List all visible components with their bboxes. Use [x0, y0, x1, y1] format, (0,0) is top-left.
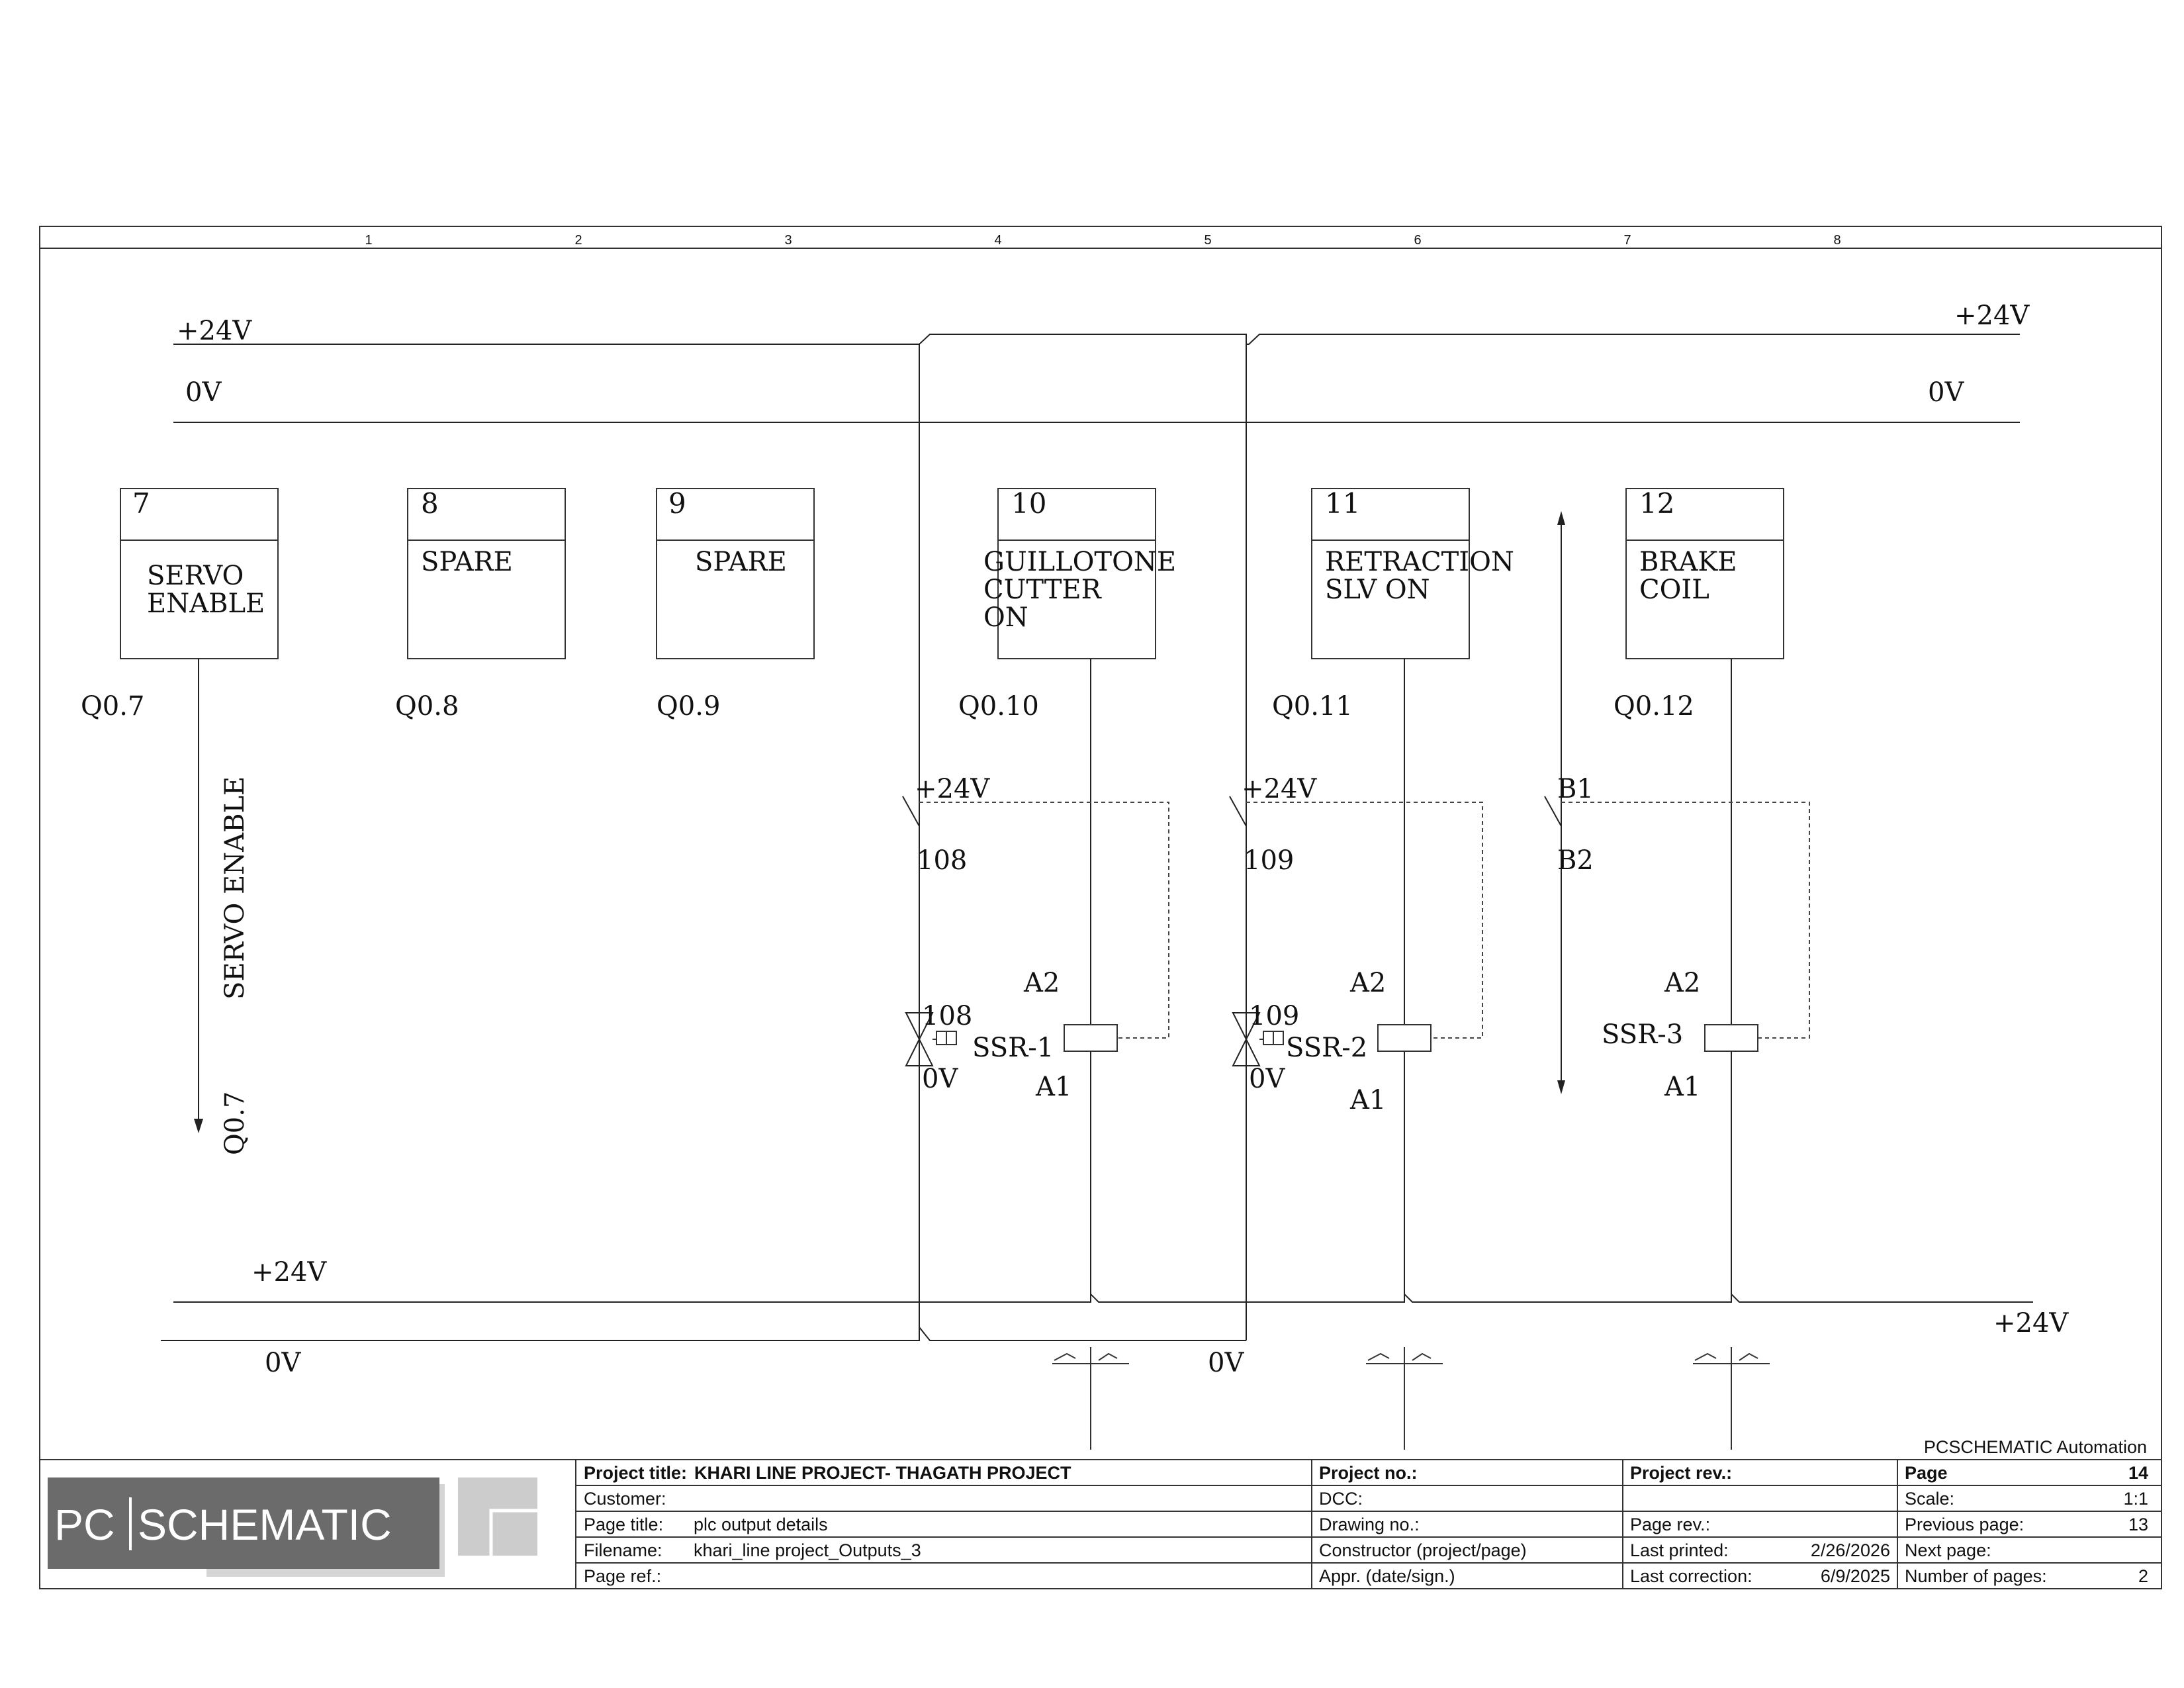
output-10 [958, 487, 1176, 722]
project-title-label: Project title: [584, 1463, 688, 1483]
filename-label: Filename: [584, 1540, 662, 1560]
column-number: 5 [1204, 233, 1212, 248]
output-8 [395, 487, 565, 722]
previous-page: 13 [2128, 1515, 2148, 1534]
bottom-24v-rail [173, 1294, 2033, 1302]
title-block-project [1319, 1463, 1527, 1586]
output-label: CUTTER [983, 575, 1101, 605]
relay-terminal-a2: A2 [1350, 968, 1387, 998]
dcc-label: DCC: [1319, 1489, 1363, 1509]
contact-reference-3 [1693, 1347, 1770, 1450]
output-number: 11 [1325, 487, 1361, 520]
project-rev-label: Project rev.: [1630, 1463, 1733, 1483]
valve-number: 108 [922, 1001, 973, 1031]
output-12 [1614, 487, 1784, 722]
relay-supply: +24V [1242, 774, 1317, 804]
output-number: 9 [668, 487, 686, 520]
relay-terminal-a1: A1 [1350, 1085, 1387, 1115]
signal-label: SERVO ENABLE [220, 776, 250, 1000]
contact-reference-1 [1052, 1347, 1129, 1450]
rail-label: +24V [1954, 301, 2030, 331]
sheet-border [40, 226, 2161, 1589]
relay-wire-number: 109 [1244, 845, 1295, 876]
output-label: COIL [1639, 575, 1709, 605]
output-number: 10 [1011, 487, 1047, 520]
last-printed-label: Last printed: [1630, 1540, 1729, 1560]
title-block-revision [1630, 1463, 1890, 1586]
output-11 [1272, 487, 1514, 722]
rail-label: +24V [177, 316, 252, 346]
signal-reference: Q0.7 [220, 1091, 250, 1155]
output-number: 7 [132, 487, 150, 520]
output-7 [81, 487, 278, 722]
rail-label: 0V [185, 377, 222, 408]
page-ref-label: Page ref.: [584, 1566, 662, 1586]
page-number: 14 [2128, 1463, 2148, 1483]
drawing-no-label: Drawing no.: [1319, 1515, 1420, 1534]
column-number: 3 [784, 233, 792, 248]
output-address: Q0.8 [395, 691, 459, 722]
customer-label: Customer: [584, 1489, 666, 1509]
page-title-label: Page title: [584, 1515, 664, 1534]
output-label: SLV ON [1325, 575, 1430, 605]
title-block-pages [1905, 1463, 2148, 1586]
column-number: 2 [574, 233, 582, 248]
constructor-label: Constructor (project/page) [1319, 1540, 1527, 1560]
bottom-0v-rail [161, 1327, 1246, 1340]
arrow-up-icon [1557, 511, 1565, 525]
page-label: Page [1905, 1463, 1948, 1483]
relay-wire-number: B2 [1557, 845, 1594, 876]
output-number: 8 [421, 487, 439, 520]
output-label: ON [983, 602, 1028, 633]
output-label: GUILLOTONE [983, 547, 1177, 577]
relay-name: SSR-2 [1286, 1033, 1368, 1063]
relay-circuit-ssr-2 [1230, 659, 1482, 1294]
output-address: Q0.11 [1272, 691, 1353, 722]
relay-circuit-ssr-1 [903, 659, 1169, 1294]
scale: 1:1 [2123, 1489, 2148, 1509]
output-address: Q0.7 [81, 691, 145, 722]
relay-coil [1064, 1025, 1117, 1051]
output-label: SPARE [421, 547, 513, 577]
arrow-down-icon [194, 1119, 203, 1133]
valve-zero: 0V [1249, 1064, 1285, 1094]
output-label: RETRACTION [1325, 547, 1514, 577]
relay-coil [1378, 1025, 1431, 1051]
logo-text-right: SCHEMATIC [138, 1500, 392, 1549]
next-page-label: Next page: [1905, 1540, 1991, 1560]
page-title: plc output details [694, 1515, 828, 1534]
scale-label: Scale: [1905, 1489, 1955, 1509]
output-9 [657, 487, 814, 722]
relay-terminal-a1: A1 [1036, 1072, 1072, 1102]
last-printed: 2/26/2026 [1810, 1540, 1890, 1560]
bottom-supply-rails [161, 1257, 2069, 1378]
relay-circuit-ssr-3 [1545, 659, 1809, 1294]
column-number: 1 [365, 233, 373, 248]
valve-number: 109 [1249, 1001, 1300, 1031]
rail-label: 0V [1208, 1348, 1244, 1378]
rail-label: 0V [1928, 377, 1964, 408]
column-number: 6 [1414, 233, 1422, 248]
previous-page-label: Previous page: [1905, 1515, 2025, 1534]
column-number: 4 [994, 233, 1002, 248]
rail-label: +24V [1993, 1308, 2069, 1338]
output-label: SERVO [147, 561, 244, 591]
output-label: BRAKE [1639, 547, 1737, 577]
output-label: SPARE [695, 547, 787, 577]
cross-reference-symbols [1052, 1347, 1770, 1450]
appr-label: Appr. (date/sign.) [1319, 1566, 1455, 1586]
last-correction: 6/9/2025 [1820, 1566, 1890, 1586]
relay-terminal-a2: A2 [1024, 968, 1060, 998]
filename: khari_line project_Outputs_3 [694, 1540, 921, 1560]
output-number: 12 [1639, 487, 1675, 520]
logo-text-left: PC [54, 1500, 115, 1549]
output-address: Q0.10 [958, 691, 1039, 722]
relay-coil [1705, 1025, 1758, 1051]
column-ruler [365, 233, 1841, 248]
column-number: 7 [1623, 233, 1631, 248]
valve-zero: 0V [922, 1064, 958, 1094]
number-of-pages-label: Number of pages: [1905, 1566, 2047, 1586]
brand-note: PCSCHEMATIC Automation [1923, 1437, 2147, 1457]
top-24v-rail [173, 334, 2020, 344]
rail-label: +24V [251, 1257, 327, 1288]
arrow-down-icon [1557, 1080, 1565, 1094]
output-address: Q0.12 [1614, 691, 1694, 722]
output-label: ENABLE [147, 588, 265, 619]
output-address: Q0.9 [657, 691, 721, 722]
relay-wire-number: 108 [917, 845, 968, 876]
pcschematic-logo [48, 1477, 552, 1577]
relay-terminal-a2: A2 [1664, 968, 1701, 998]
relay-terminal-a1: A1 [1664, 1072, 1701, 1102]
top-supply-rails [173, 301, 2030, 422]
logo-square [458, 1477, 537, 1556]
relay-name: SSR-1 [972, 1033, 1054, 1063]
servo-enable-signal [194, 659, 250, 1155]
project-no-label: Project no.: [1319, 1463, 1418, 1483]
relay-supply: B1 [1557, 774, 1594, 804]
column-number: 8 [1833, 233, 1841, 248]
relay-name: SSR-3 [1602, 1019, 1684, 1050]
contact-reference-2 [1366, 1347, 1443, 1450]
rail-label: 0V [265, 1348, 301, 1378]
relay-supply: +24V [915, 774, 990, 804]
last-correction-label: Last correction: [1630, 1566, 1752, 1586]
mechanical-link [1561, 802, 1809, 1038]
page-rev-label: Page rev.: [1630, 1515, 1711, 1534]
title-block-info [584, 1463, 1071, 1586]
project-title: KHARI LINE PROJECT- THAGATH PROJECT [694, 1463, 1071, 1483]
number-of-pages: 2 [2138, 1566, 2148, 1586]
